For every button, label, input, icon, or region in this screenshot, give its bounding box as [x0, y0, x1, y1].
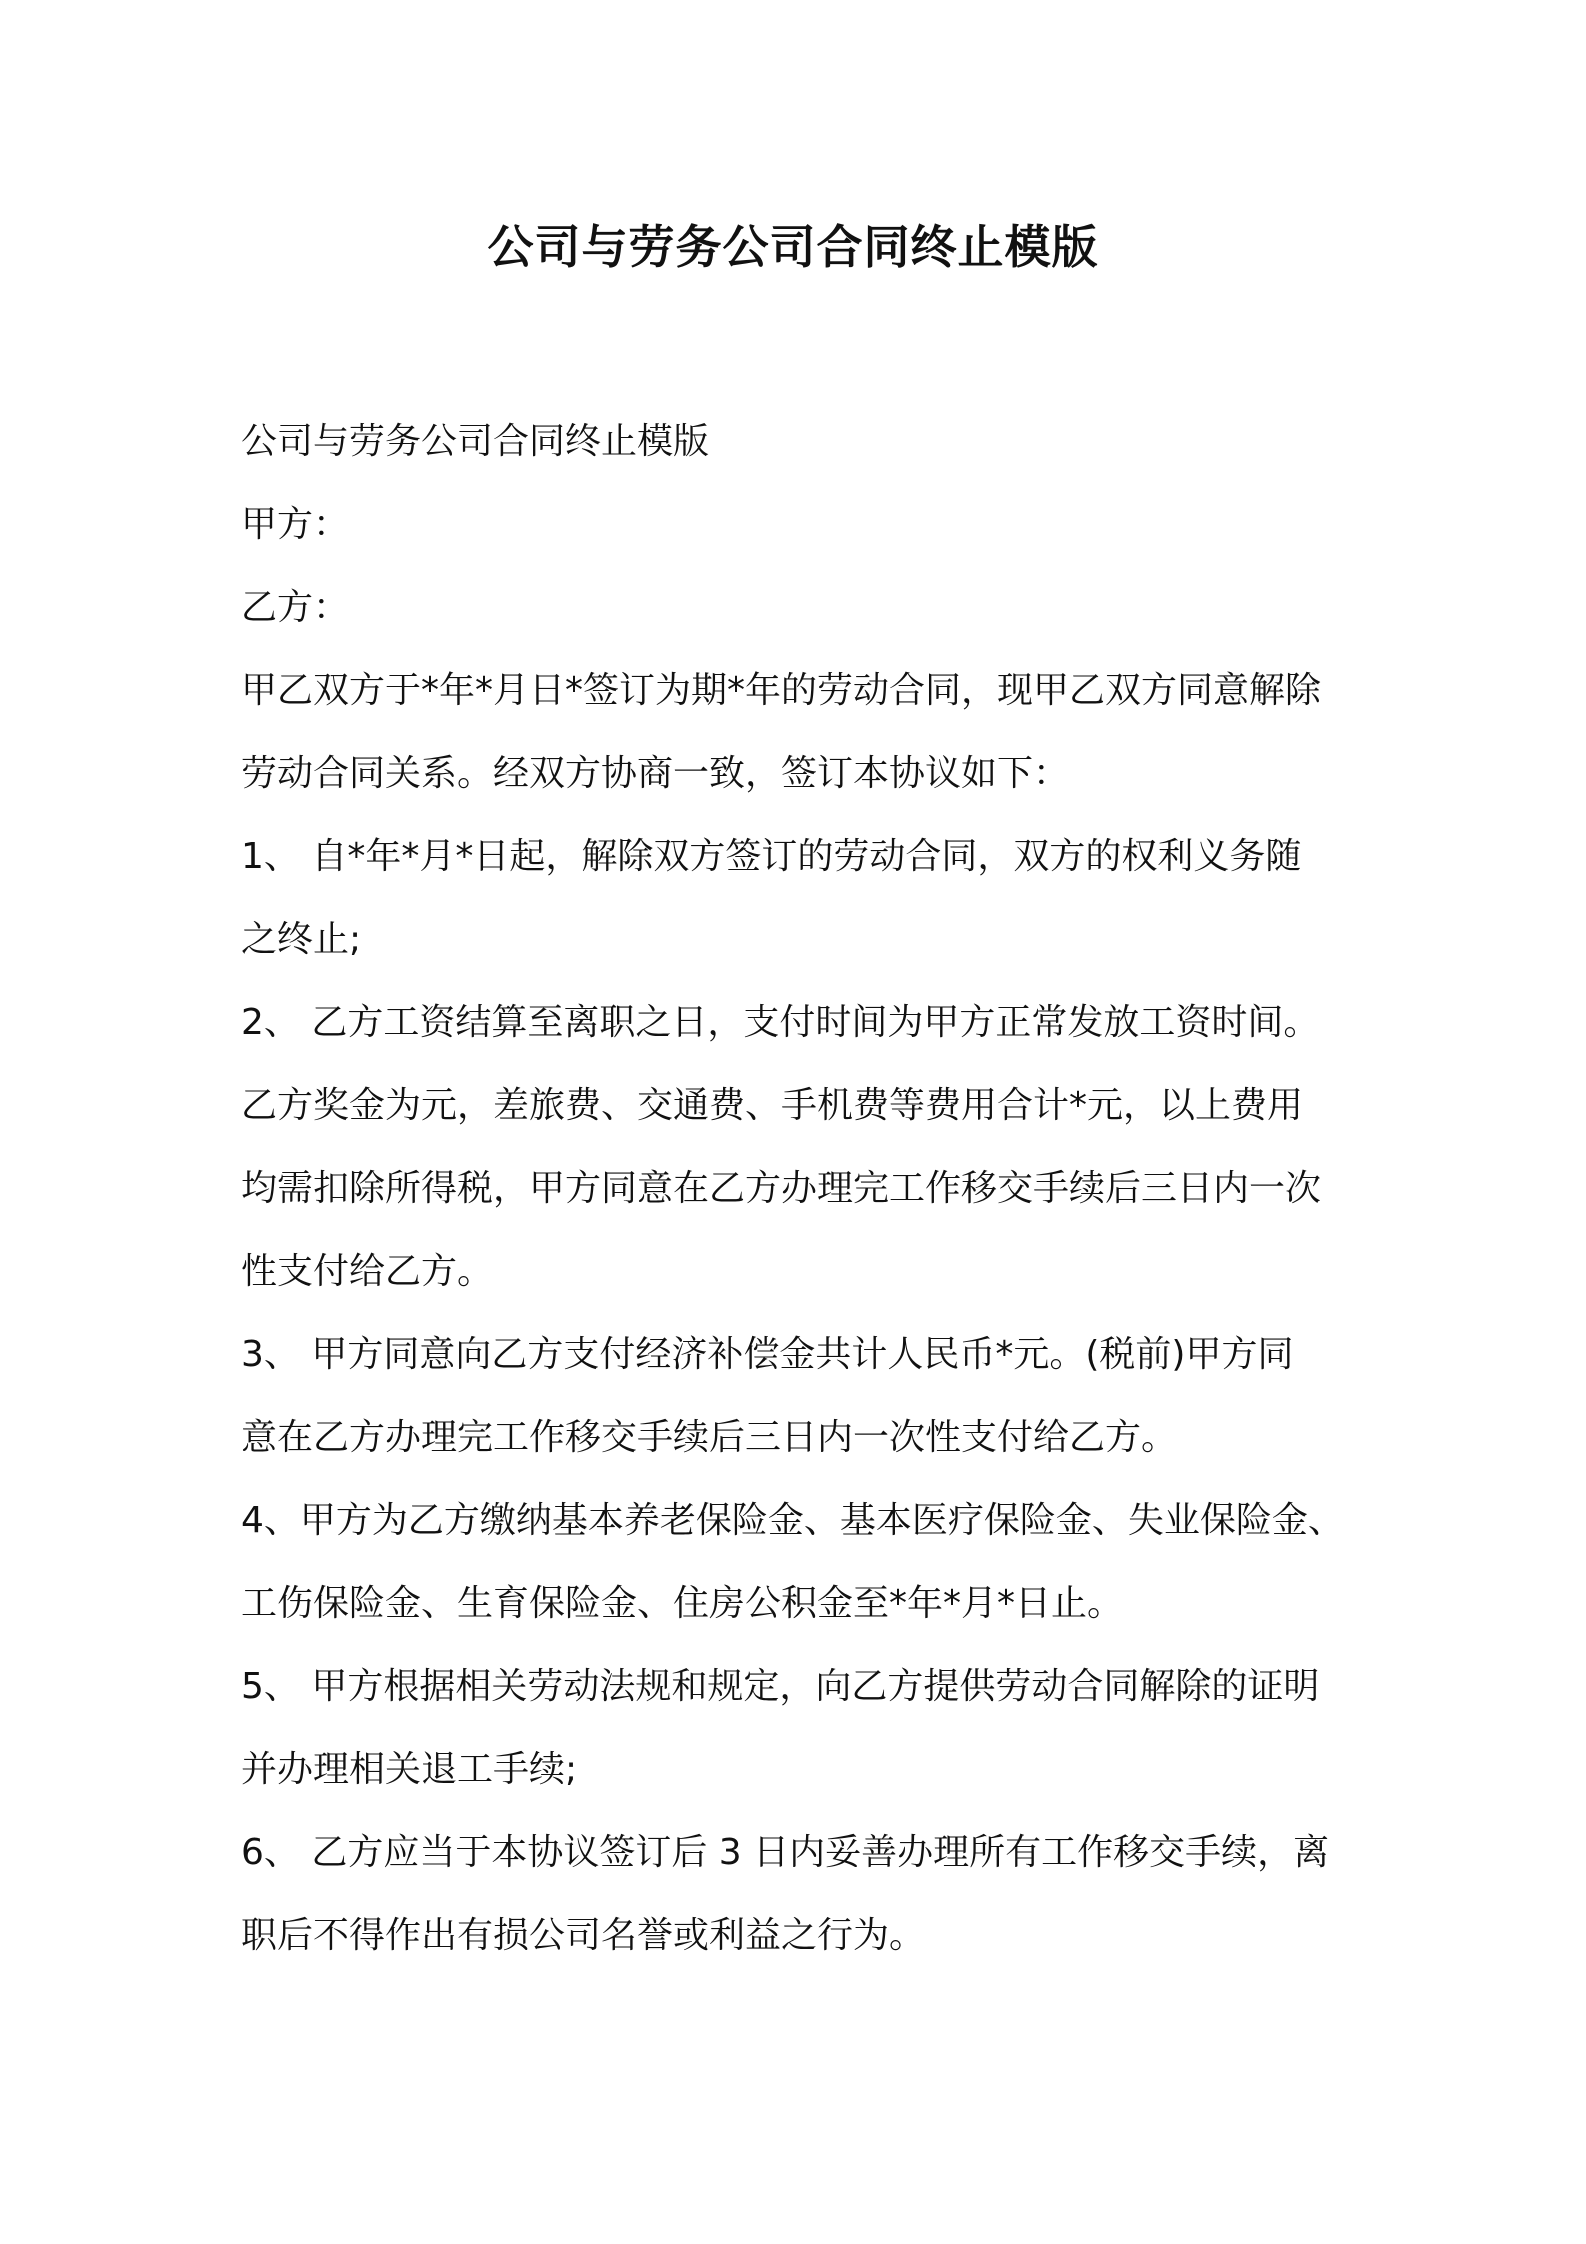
clause-1-line: 1、 自*年*月*日起，解除双方签订的劳动合同，双方的权利义务随	[241, 836, 1302, 877]
clause-3-line: 3、 甲方同意向乙方支付经济补偿金共计人民币*元。(税前)甲方同	[241, 1334, 1294, 1375]
intro-line: 甲乙双方于*年*月日*签订为期*年的劳动合同，现甲乙双方同意解除	[241, 670, 1322, 711]
clause-2-line: 2、 乙方工资结算至离职之日，支付时间为甲方正常发放工资时间。	[241, 1002, 1320, 1043]
clause-1-line: 之终止;	[241, 919, 362, 960]
subtitle-line: 公司与劳务公司合同终止模版	[241, 421, 710, 462]
intro-line: 劳动合同关系。经双方协商一致，签订本协议如下：	[241, 753, 1070, 794]
clause-2-line: 性支付给乙方。	[241, 1251, 494, 1292]
document-title: 公司与劳务公司合同终止模版	[487, 220, 1099, 274]
clause-5-line: 5、 甲方根据相关劳动法规和规定，向乙方提供劳动合同解除的证明	[241, 1666, 1320, 1707]
party-a-line: 甲方：	[241, 504, 350, 545]
clause-6-line: 职后不得作出有损公司名誉或利益之行为。	[241, 1915, 926, 1956]
party-b-line: 乙方：	[241, 587, 350, 628]
clause-2-line: 乙方奖金为元，差旅费、交通费、手机费等费用合计*元，以上费用	[241, 1085, 1304, 1126]
document-body	[241, 400, 1361, 1977]
clause-5-line: 并办理相关退工手续;	[241, 1749, 578, 1790]
clause-4-line: 工伤保险金、生育保险金、住房公积金至*年*月*日止。	[241, 1583, 1124, 1624]
clause-2-line: 均需扣除所得税，甲方同意在乙方办理完工作移交手续后三日内一次	[241, 1168, 1322, 1209]
clause-4-line: 4、甲方为乙方缴纳基本养老保险金、基本医疗保险金、失业保险金、	[241, 1500, 1344, 1541]
clause-6-line: 6、 乙方应当于本协议签订后 3 日内妥善办理所有工作移交手续，离	[241, 1832, 1330, 1873]
clause-3-line: 意在乙方办理完工作移交手续后三日内一次性支付给乙方。	[241, 1417, 1178, 1458]
